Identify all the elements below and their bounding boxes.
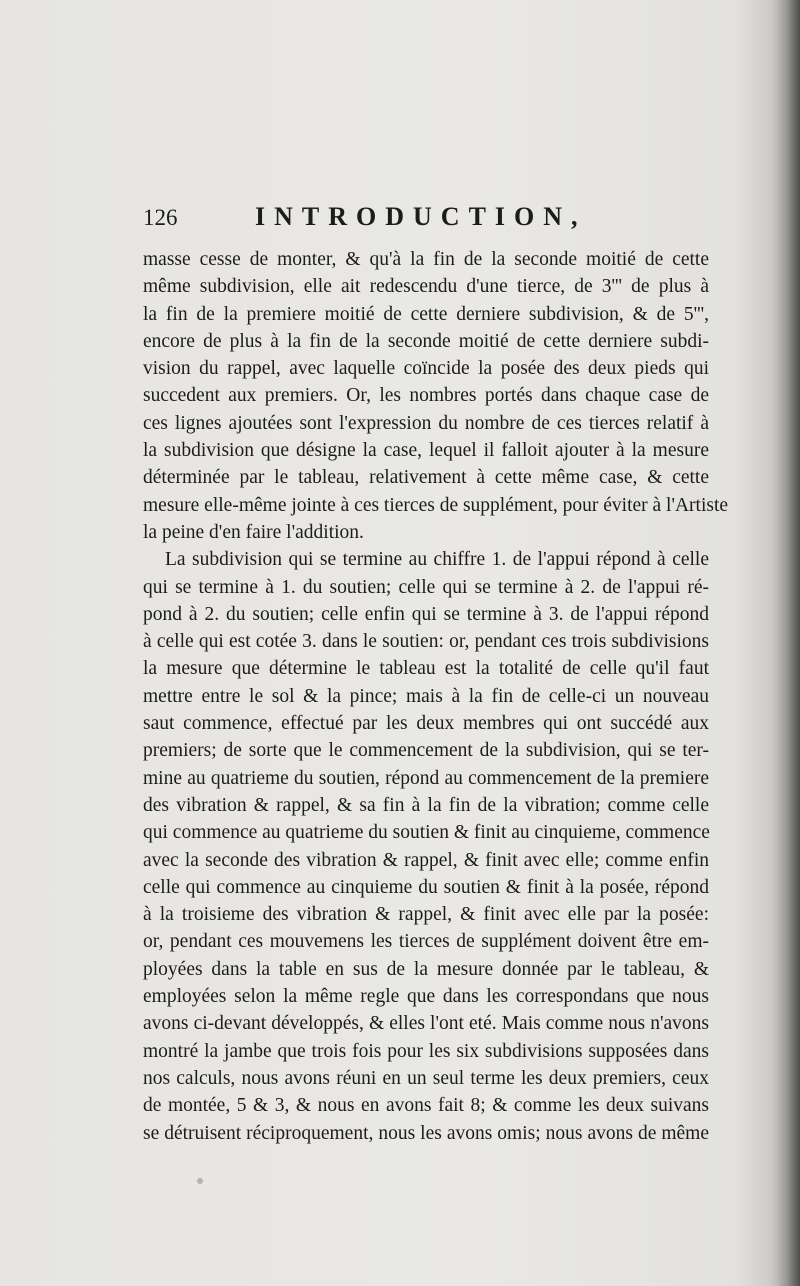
text-line: même subdivision, elle ait redescendu d'une tierce, de 3''' de plus à xyxy=(143,276,709,298)
text-line: avons ci-devant développés, & elles l'ont eté. Mais comme nous n'avons xyxy=(143,1013,709,1035)
text-line: masse cesse de monter, & qu'à la fin de la seconde moitié de cette xyxy=(143,249,709,270)
body-text xyxy=(143,246,729,1147)
text-line: montré la jambe que trois fois pour les six subdivisions supposées dans xyxy=(143,1040,709,1062)
text-line: encore de plus à la fin de la seconde moitié de cette derniere subdi- xyxy=(143,330,709,352)
text-line: ployées dans la table en sus de la mesure donnée par le tableau, & xyxy=(143,958,709,980)
text-block xyxy=(143,202,729,1147)
text-line: des vibration & rappel, & sa fin à la fin de la vibration; comme celle xyxy=(143,794,709,816)
text-line: à la troisieme des vibration & rappel, & finit avec elle par la posée: xyxy=(143,904,709,926)
text-line: déterminée par le tableau, relativement à cette même case, & cette xyxy=(143,467,709,489)
text-line: or, pendant ces mouvemens les tierces de supplément doivent être em- xyxy=(143,931,709,953)
text-line: à celle qui est cotée 3. dans le soutien: or, pendant ces trois subdivisions xyxy=(143,631,709,653)
text-line: pond à 2. du soutien; celle enfin qui se termine à 3. de l'appui répond xyxy=(143,603,709,625)
text-line: mine au quatrieme du soutien, répond au commencement de la premiere xyxy=(143,767,709,789)
running-title: INTRODUCTION, xyxy=(255,202,587,231)
text-line: employées selon la même regle que dans les correspondans que nous xyxy=(143,986,709,1008)
text-line: la peine d'en faire l'addition. xyxy=(143,521,364,543)
text-line: mettre entre le sol & la pince; mais à la fin de celle-ci un nouveau xyxy=(143,685,709,707)
text-line: se détruisent réciproquement, nous les avons omis; nous avons de même xyxy=(143,1122,709,1144)
text-line: de montée, 5 & 3, & nous en avons fait 8; & comme les deux suivans xyxy=(143,1095,709,1117)
page-number: 126 xyxy=(143,205,178,230)
text-line: la subdivision que désigne la case, lequel il falloit ajouter à la mesure xyxy=(143,440,709,462)
text-line: vision du rappel, avec laquelle coïncide la posée des deux pieds qui xyxy=(143,358,709,380)
text-line: nos calculs, nous avons réuni en un seul terme les deux premiers, ceux xyxy=(143,1067,709,1089)
text-line: qui commence au quatrieme du soutien & finit au cinquieme, commence xyxy=(143,822,710,844)
text-line: la mesure que détermine le tableau est la totalité de celle qu'il faut xyxy=(143,658,709,680)
paper-spot xyxy=(197,1178,203,1184)
text-line: premiers; de sorte que le commencement de la subdivision, qui se ter- xyxy=(143,740,709,762)
text-line: la fin de la premiere moitié de cette derniere subdivision, & de 5''', xyxy=(143,303,709,325)
text-line: avec la seconde des vibration & rappel, & finit avec elle; comme enfin xyxy=(143,849,709,871)
page-header xyxy=(143,202,709,246)
paragraph-start-line: La subdivision qui se termine au chiffre 1. de l'appui répond à celle xyxy=(165,549,709,571)
text-line: mesure elle-même jointe à ces tierces de supplément, pour éviter à l'Artiste xyxy=(143,494,729,516)
text-line: saut commence, effectué par les deux membres qui ont succédé aux xyxy=(143,713,709,735)
text-line: succedent aux premiers. Or, les nombres portés dans chaque case de xyxy=(143,385,709,407)
gutter-shadow xyxy=(770,0,800,1286)
text-line: celle qui commence au cinquieme du soutien & finit à la posée, répond xyxy=(143,876,709,898)
text-line: ces lignes ajoutées sont l'expression du nombre de ces tierces relatif à xyxy=(143,412,709,434)
text-line: qui se termine à 1. du soutien; celle qui se termine à 2. de l'appui ré- xyxy=(143,576,709,598)
